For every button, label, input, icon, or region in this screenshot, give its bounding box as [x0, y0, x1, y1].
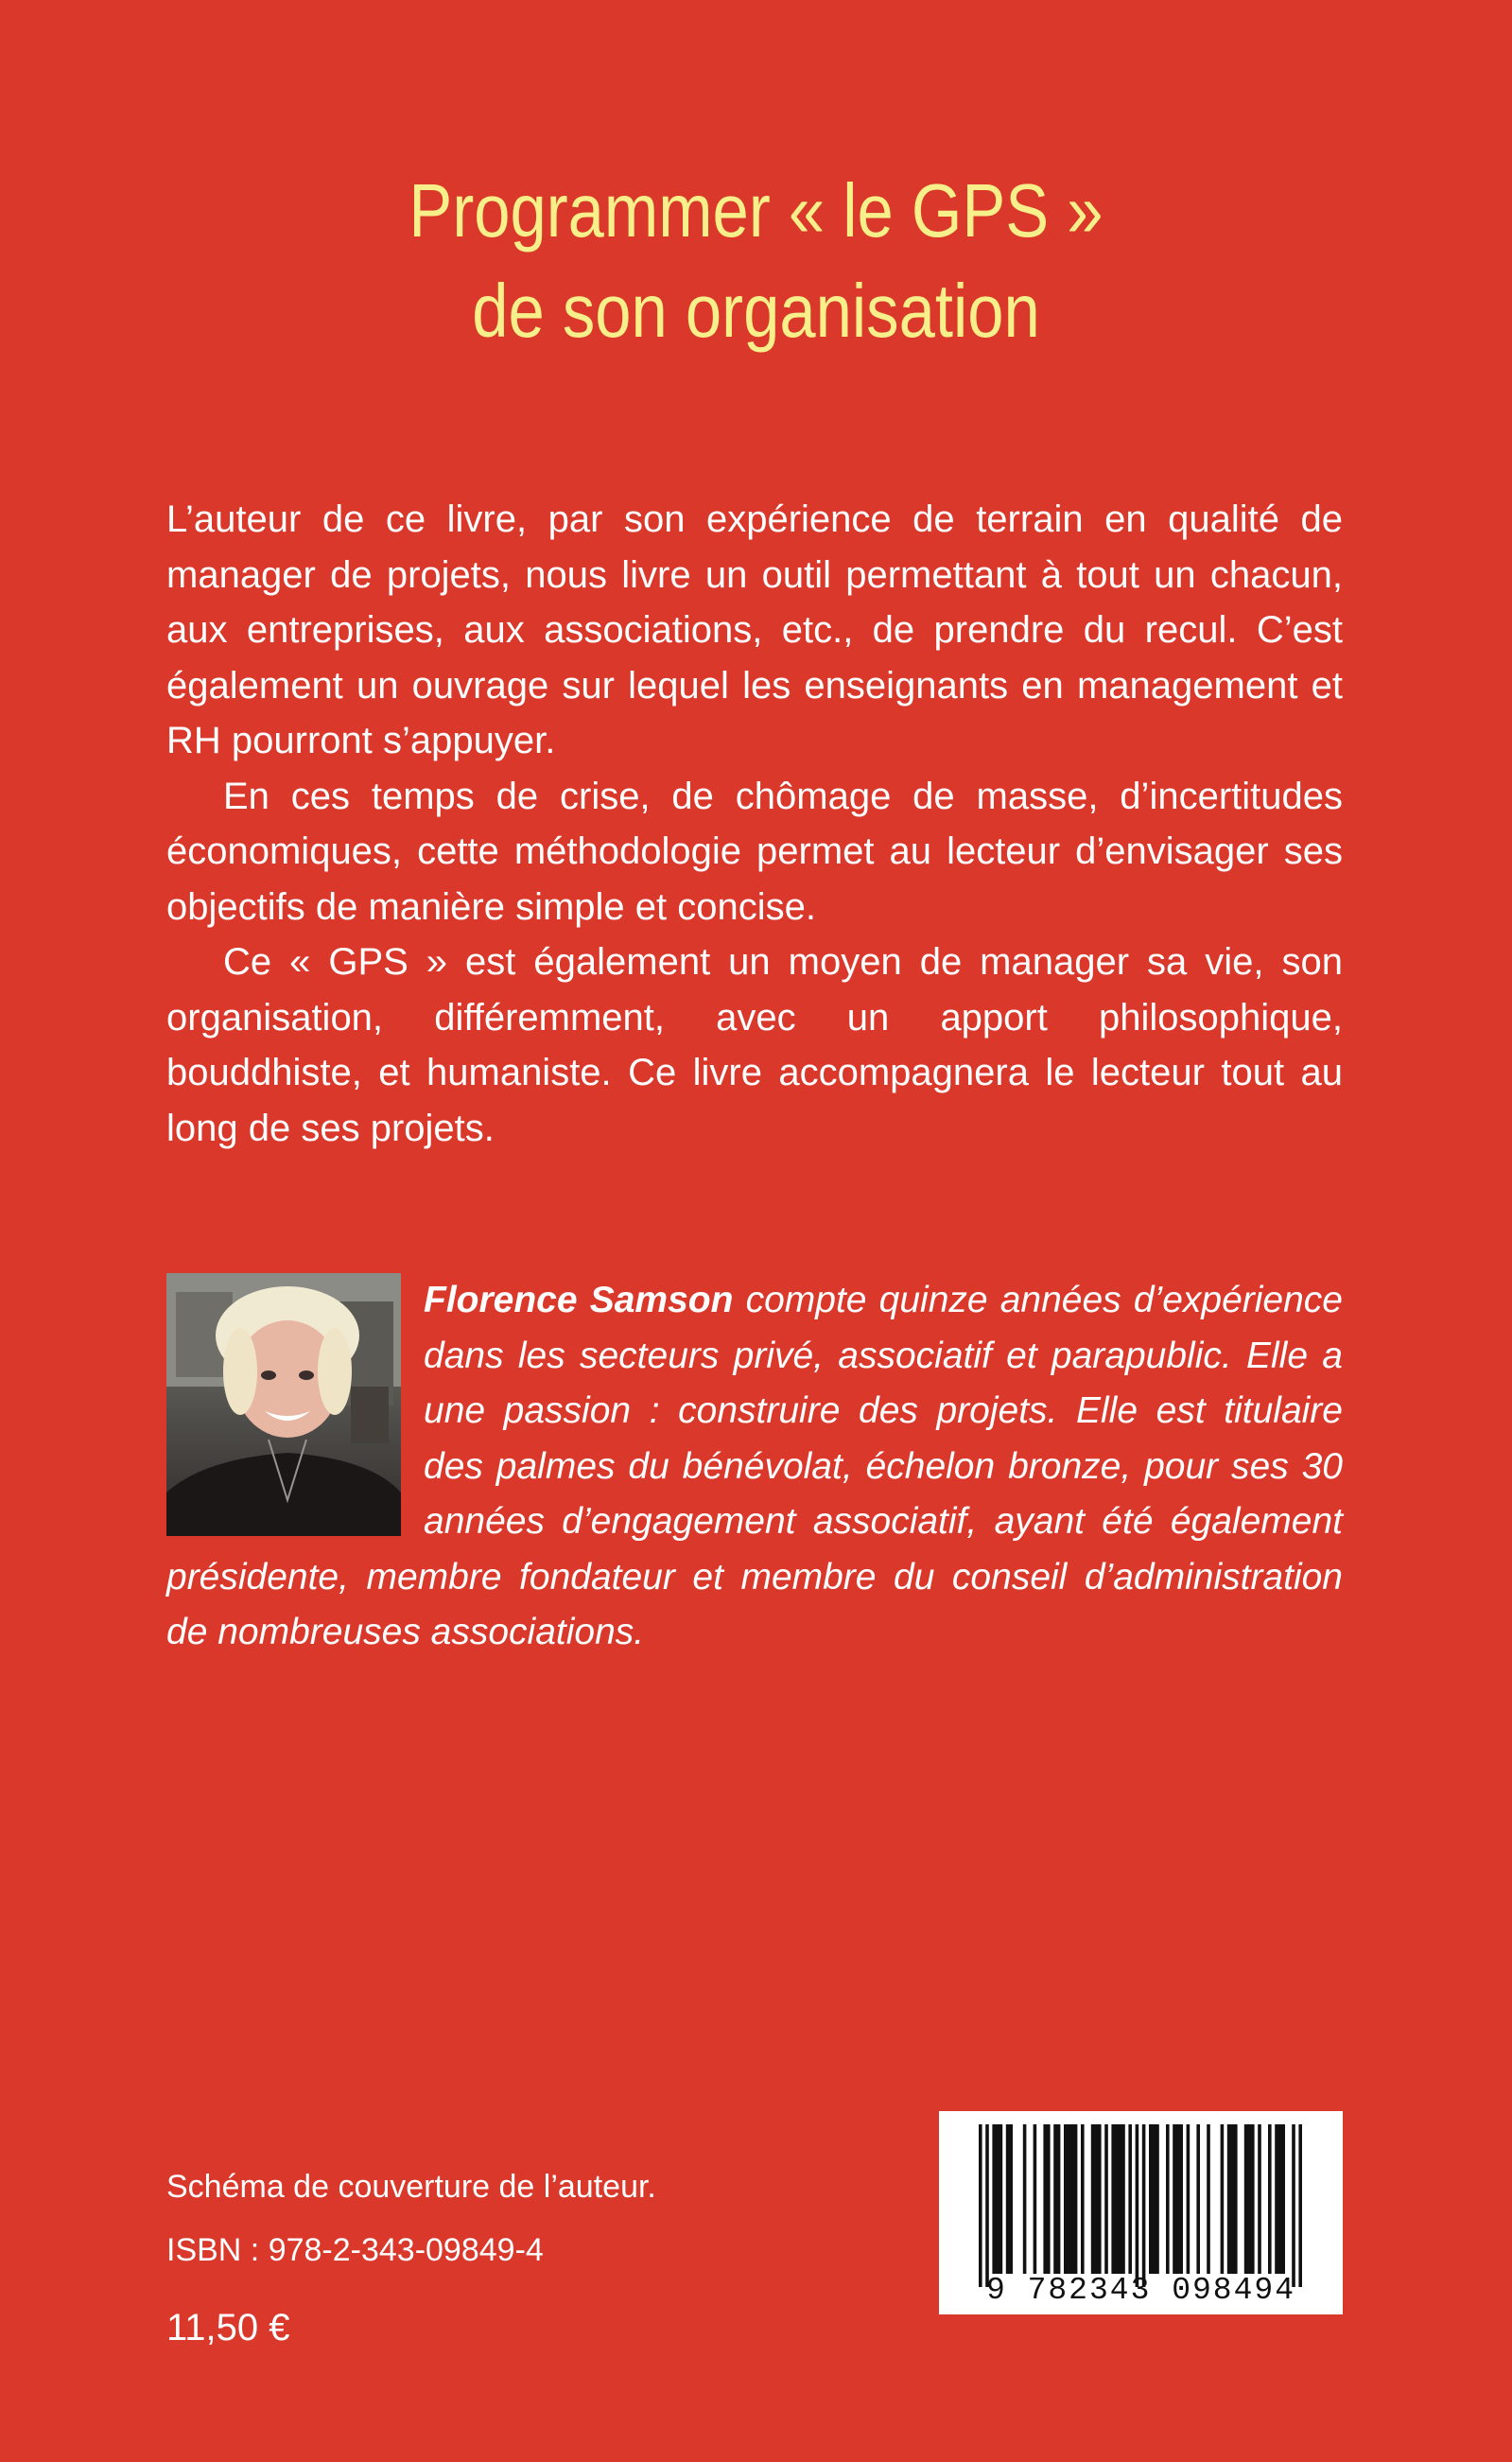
summary-paragraph-3: Ce « GPS » est également un moyen de manager sa vie, son organisation, différemment, avec un apport philosophique, bouddhiste, et humaniste. Ce livre accompagnera le lecteur tout au long de ses projets. [166, 941, 1343, 1149]
price: 11,50 € [166, 2307, 290, 2349]
barcode-bar [992, 2124, 1002, 2274]
barcode-bar [985, 2124, 989, 2287]
cover-credit: Schéma de couverture de l’auteur. [166, 2169, 656, 2205]
barcode-bar [1006, 2124, 1013, 2274]
isbn: ISBN : 978-2-343-09849-4 [166, 2232, 544, 2268]
book-summary [166, 492, 1343, 1156]
barcode-bar [1258, 2124, 1261, 2274]
barcode-bar [1298, 2124, 1302, 2287]
barcode-bar [1043, 2124, 1050, 2274]
barcode-bar [1196, 2124, 1200, 2274]
barcode-bar [1091, 2124, 1102, 2274]
barcode-number: 9 782343 098494 [985, 2273, 1296, 2308]
barcode-bar [1104, 2124, 1108, 2274]
barcode-bar [1275, 2124, 1285, 2274]
summary-paragraph-2: En ces temps de crise, de chômage de masse, d’incertitudes économiques, cette méthodologie permet au lecteur d’envisager ses objectifs de manière simple et concise. [166, 775, 1343, 928]
barcode-bar [1081, 2124, 1085, 2274]
barcode [939, 2111, 1343, 2314]
book-title [106, 161, 1406, 361]
barcode-bar [1173, 2124, 1183, 2274]
barcode-bar [1128, 2124, 1132, 2274]
barcode-bar [1207, 2124, 1210, 2274]
barcode-bar [1149, 2124, 1159, 2274]
author-photo [166, 1273, 401, 1536]
barcode-bar [1244, 2124, 1255, 2274]
barcode-bar [1227, 2124, 1238, 2274]
summary-paragraph-1: L’auteur de ce livre, par son expérience de terrain en qualité de manager de projets, nous livre un outil permettant à tout un chacun, aux entreprises, aux associations, etc., de prendre du recul. C’est également un ouvrage sur lequel les enseignants en management et RH pourront s’appuyer. [166, 498, 1343, 761]
barcode-bar [1166, 2124, 1170, 2274]
barcode-bar [1268, 2124, 1272, 2274]
barcode-bar [1064, 2124, 1077, 2274]
barcode-bar [1034, 2124, 1037, 2274]
barcode-bar [1292, 2124, 1295, 2287]
author-name: Florence Samson [424, 1280, 734, 1320]
barcode-bar [1187, 2124, 1190, 2274]
author-bio-text: compte quinze années d’expérience dans les secteurs privé, associatif et parapublic. Elle a une passion : construire des projets. Elle est titulaire des palmes du bénévolat, échelon bronze, pour ses 30 années d’engagement associatif, ayant été également présidente, membre fondateur et membre du conseil d’administration de nombreuses associations. [166, 1280, 1343, 1652]
title-line-1: Programmer « le GPS » [408, 168, 1104, 253]
barcode-bar [1053, 2124, 1060, 2274]
barcode-bar [1111, 2124, 1124, 2274]
barcode-bar [1221, 2124, 1225, 2274]
barcode-bar [1136, 2124, 1139, 2287]
barcode-bar [1023, 2124, 1027, 2274]
barcode-bar [1142, 2124, 1146, 2287]
title-line-2: de son organisation [472, 269, 1040, 353]
barcode-bar [979, 2124, 982, 2287]
